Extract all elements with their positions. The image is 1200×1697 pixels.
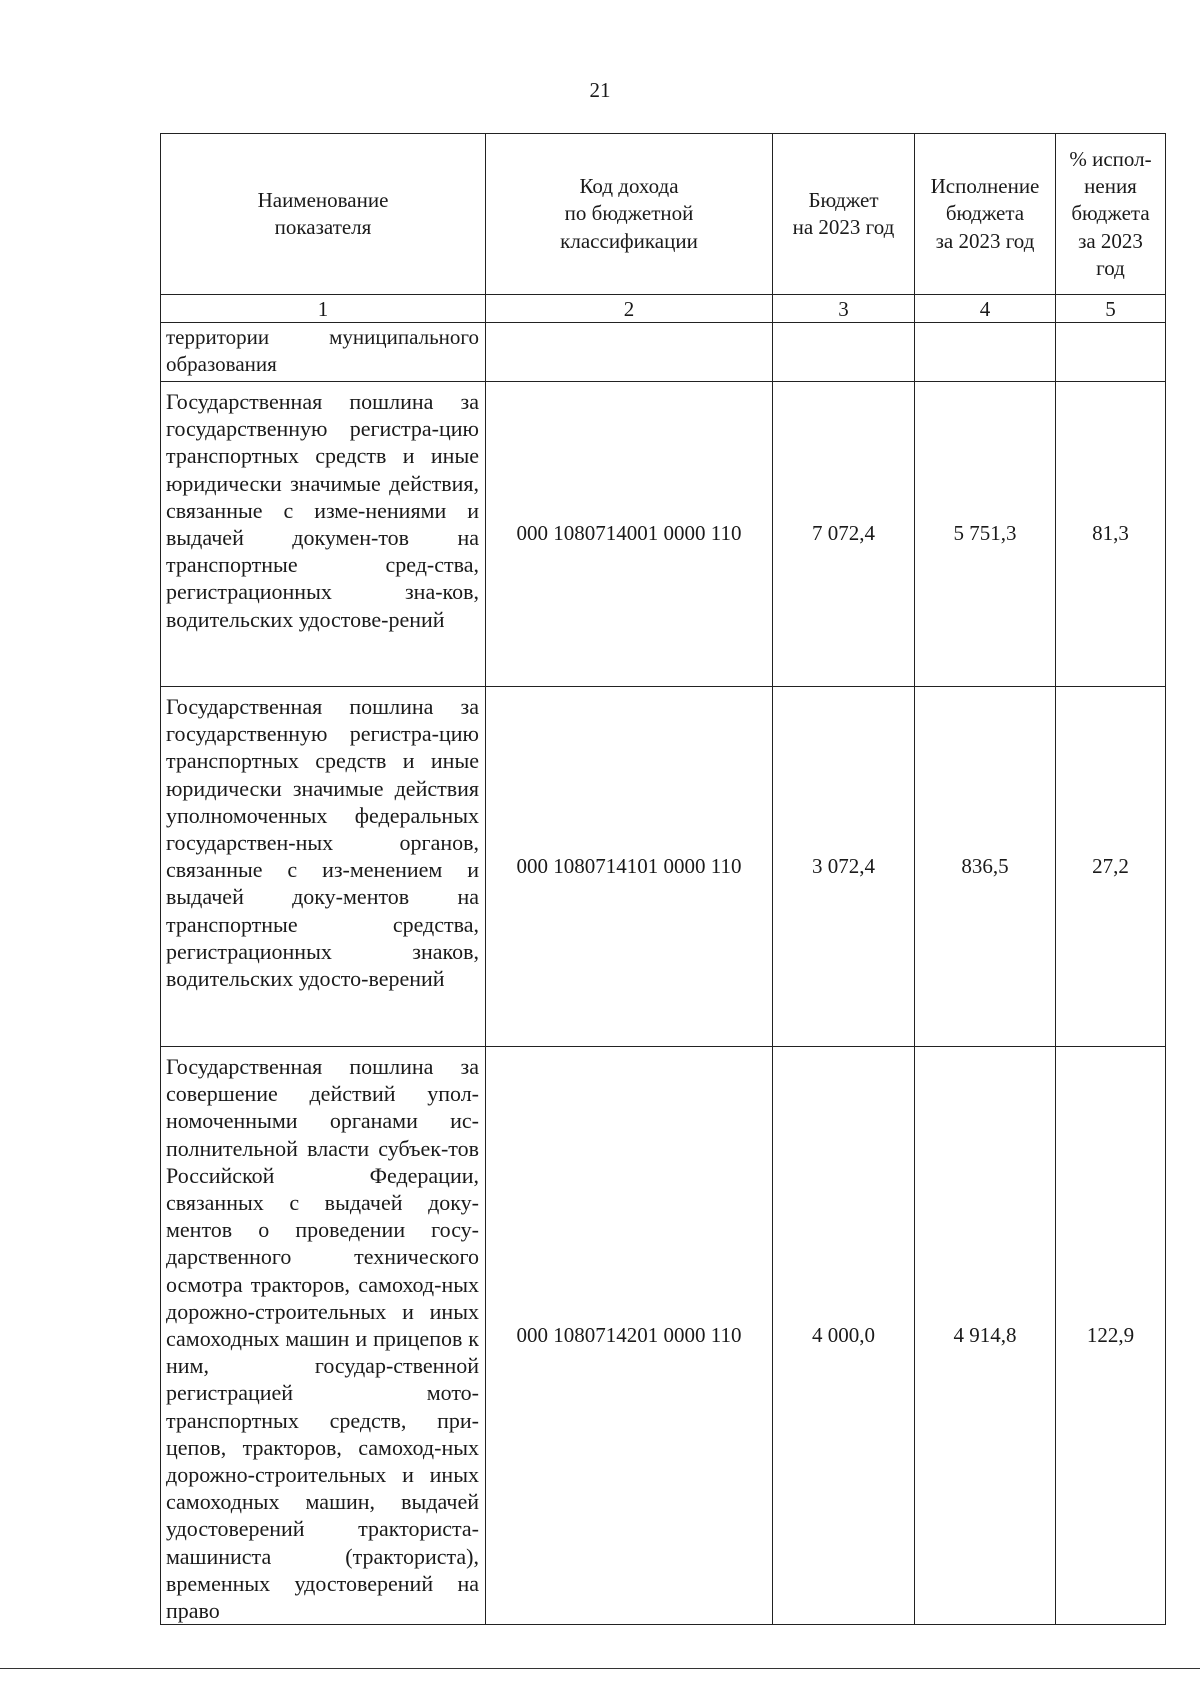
table-row xyxy=(161,687,1166,1047)
column-number: 4 xyxy=(915,295,1056,323)
income-code-cell xyxy=(486,323,773,382)
percent-cell: 27,2 xyxy=(1056,687,1166,1047)
column-number: 2 xyxy=(486,295,773,323)
budget-cell: 7 072,4 xyxy=(773,382,915,687)
execution-cell: 4 914,8 xyxy=(915,1047,1056,1625)
table-row xyxy=(161,1047,1166,1625)
percent-cell: 81,3 xyxy=(1056,382,1166,687)
column-numbers-row xyxy=(161,295,1166,323)
header-indicator-name: Наименование показателя xyxy=(161,134,486,295)
table-row xyxy=(161,323,1166,382)
page-number: 21 xyxy=(589,78,611,102)
income-code-cell: 000 1080714201 0000 110 xyxy=(486,1047,773,1625)
table-row xyxy=(161,382,1166,687)
indicator-name-cell: Государственная пошлина за государственную регистра-цию транспортных средств и иные юридически значимые действия уполномоченных федеральных государствен-ных органов, связанные с из-менением и выдачей доку-ментов на транспортные средства, регистрационных знаков, водительских удосто-верений xyxy=(161,687,486,1047)
execution-cell: 5 751,3 xyxy=(915,382,1056,687)
income-code-cell: 000 1080714001 0000 110 xyxy=(486,382,773,687)
percent-cell: 122,9 xyxy=(1056,1047,1166,1625)
header-budget-2023: Бюджет на 2023 год xyxy=(773,134,915,295)
indicator-name-cell: Государственная пошлина за совершение действий упол-номоченными органами ис-полнительной власти субъек-тов Российской Федерации, связанных с выдачей доку-ментов о проведении госу-дарственного технического осмотра тракторов, самоход-ных дорожно-строительных и иных самоходных машин и прицепов к ним, государ-ственной регистрацией мото-транспортных средств, при-цепов, тракторов, самоход-ных дорожно-строительных и иных самоходных машин, выдачей удостоверений тракториста-машиниста (тракториста), временных удостоверений на право xyxy=(161,1047,486,1625)
execution-cell: 836,5 xyxy=(915,687,1056,1047)
percent-cell xyxy=(1056,323,1166,382)
header-execution-percent: % испол- нения бюджета за 2023 год xyxy=(1056,134,1166,295)
income-code-cell: 000 1080714101 0000 110 xyxy=(486,687,773,1047)
column-number: 5 xyxy=(1056,295,1166,323)
execution-cell xyxy=(915,323,1056,382)
table-header-row xyxy=(161,134,1166,295)
column-number: 1 xyxy=(161,295,486,323)
header-execution-2023: Исполнение бюджета за 2023 год xyxy=(915,134,1056,295)
budget-execution-table xyxy=(160,133,1166,1625)
budget-cell xyxy=(773,323,915,382)
indicator-name-cell: Государственная пошлина за государственную регистра-цию транспортных средств и иные юридически значимые действия, связанные с изме-нениями и выдачей докумен-тов на транспортные сред-ства, регистрационных зна-ков, водительских удостове-рений xyxy=(161,382,486,687)
header-income-code: Код дохода по бюджетной классификации xyxy=(486,134,773,295)
budget-cell: 3 072,4 xyxy=(773,687,915,1047)
column-number: 3 xyxy=(773,295,915,323)
budget-cell: 4 000,0 xyxy=(773,1047,915,1625)
indicator-name-cell: территории муниципального образования xyxy=(161,323,486,382)
page-bottom-rule xyxy=(0,1668,1200,1669)
